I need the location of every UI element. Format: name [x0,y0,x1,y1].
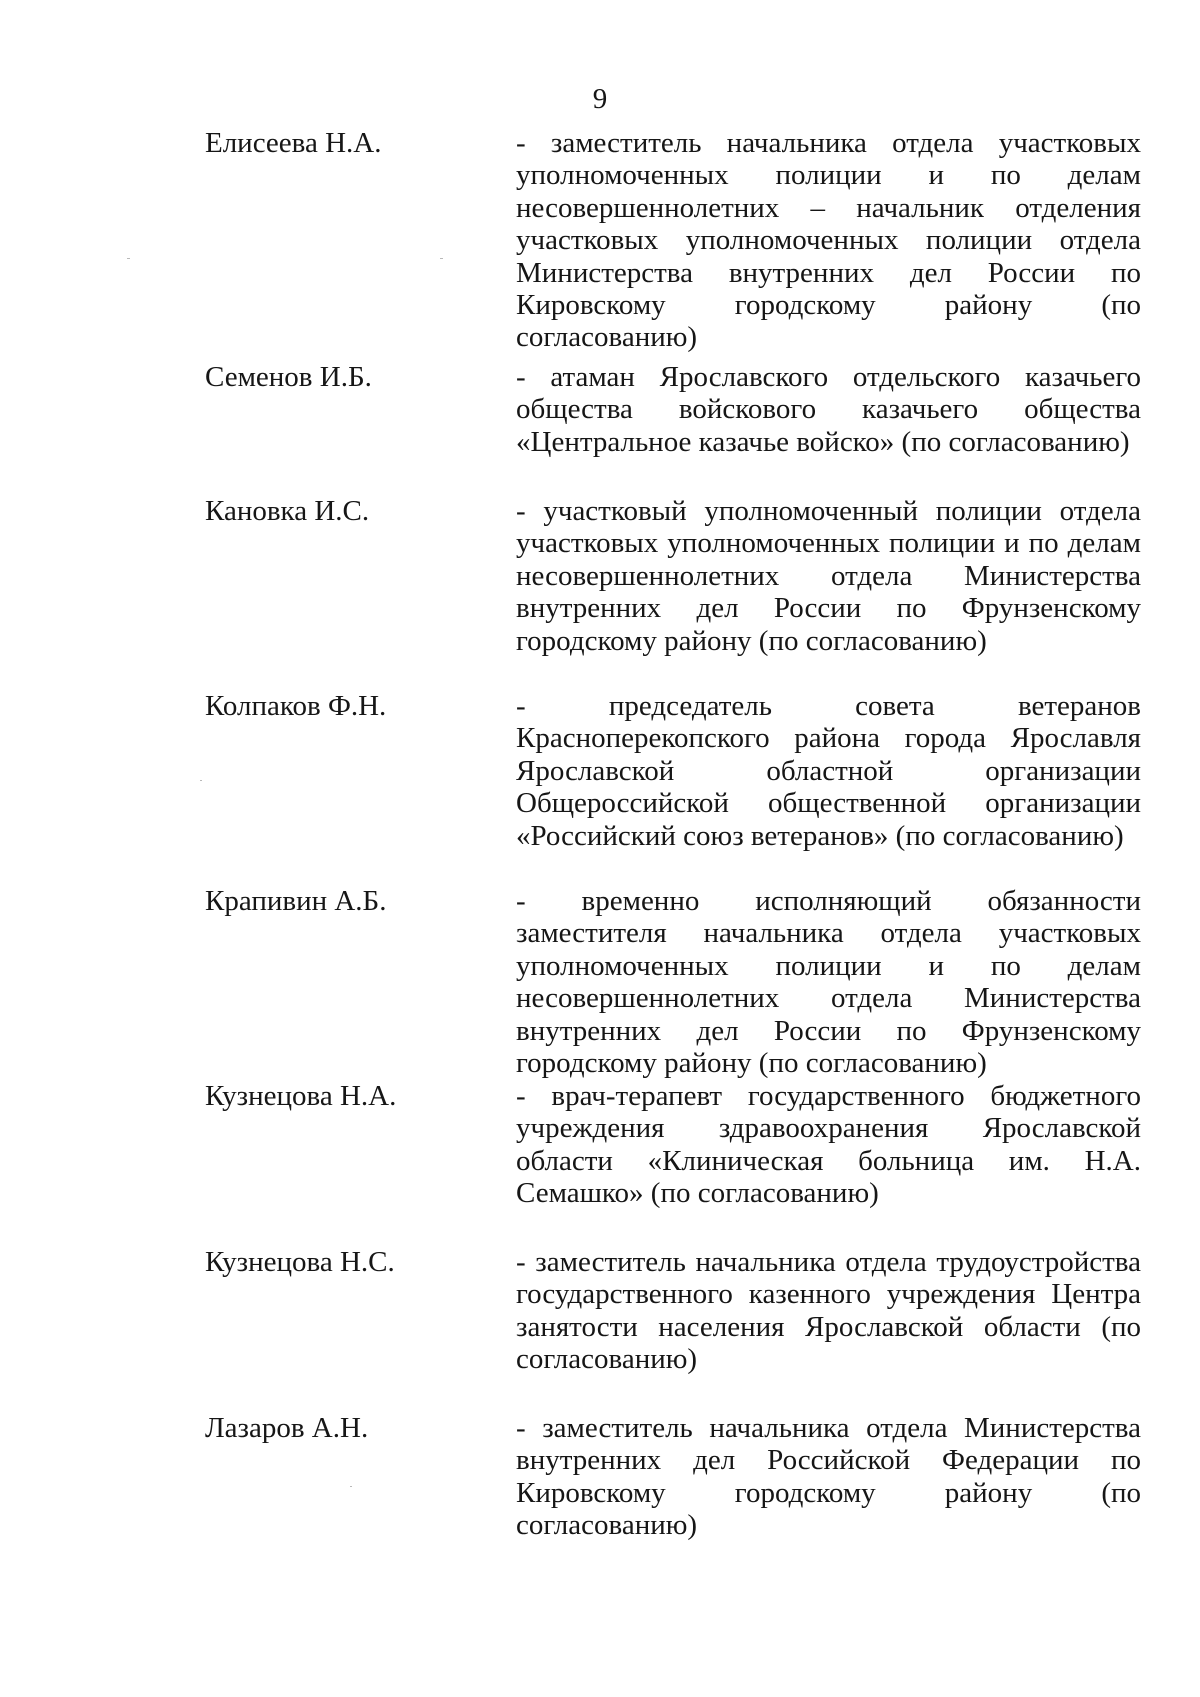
member-name: Кузнецова Н.А. [205,1080,397,1112]
member-position: - атаман Ярославского отдельского казачьего общества войскового казачьего общества «Центральное казачье войско» (по согласованию) [516,361,1141,458]
scan-speck [127,258,130,259]
member-position: - заместитель начальника отдела трудоустройства государственного казенного учреждения Центра занятости населения Ярославской области (по согласованию) [516,1246,1141,1376]
member-name: Крапивин А.Б. [205,885,387,917]
member-name: Семенов И.Б. [205,361,372,393]
member-name: Колпаков Ф.Н. [205,690,387,722]
member-position: - врач-терапевт государственного бюджетного учреждения здравоохранения Ярославской области «Клиническая больница им. Н.А. Семашко» (по согласованию) [516,1080,1141,1210]
member-name: Кузнецова Н.С. [205,1246,395,1278]
member-position: - заместитель начальника отдела участковых уполномоченных полиции и по делам несовершеннолетних – начальник отделения участковых уполномоченных полиции отдела Министерства внутренних дел России по Кировскому городскому району (по согласованию) [516,127,1141,354]
member-name: Кановка И.С. [205,495,370,527]
member-position: - заместитель начальника отдела Министерства внутренних дел Российской Федерации по Кировскому городскому району (по согласованию) [516,1412,1141,1542]
member-name: Лазаров А.Н. [205,1412,369,1444]
scan-speck [440,258,443,259]
page-number: 9 [592,83,608,115]
scan-speck [350,1486,352,1487]
member-position: - участковый уполномоченный полиции отдела участковых уполномоченных полиции и по делам несовершеннолетних отдела Министерства внутренних дел России по Фрунзенскому городскому району (по согласованию) [516,495,1141,657]
member-position: - временно исполняющий обязанности заместителя начальника отдела участковых уполномоченных полиции и по делам несовершеннолетних отдела Министерства внутренних дел России по Фрунзенскому городскому району (по согласованию) [516,885,1141,1080]
member-position: - председатель совета ветеранов Красноперекопского района города Ярославля Ярославской областной организации Общероссийской общественной организации «Российский союз ветеранов» (по согласованию) [516,690,1141,852]
scan-speck [200,780,202,781]
member-name: Елисеева Н.А. [205,127,382,159]
